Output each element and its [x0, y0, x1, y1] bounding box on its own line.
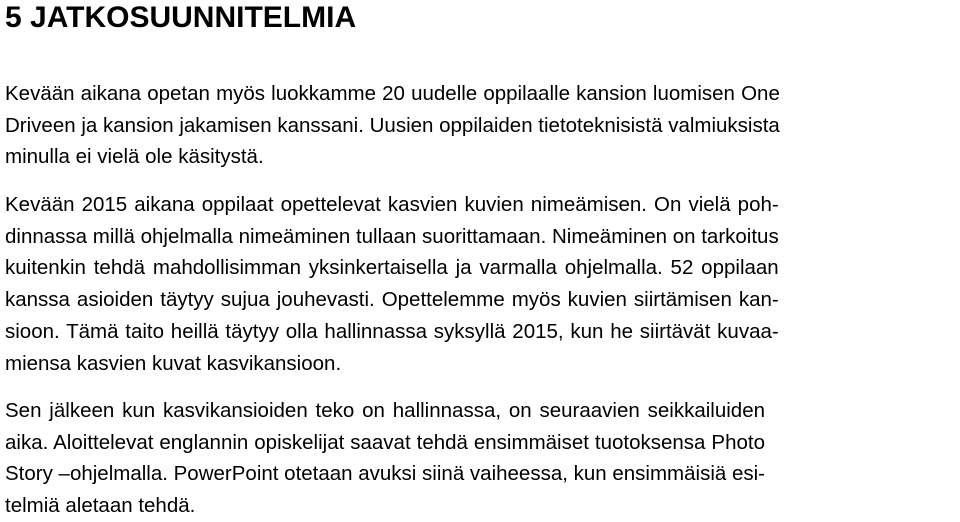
paragraph-1 — [5, 78, 780, 173]
text-line: aika. Aloittelevat englannin opiskelijat saavat tehdä ensimmäiset tuotoksensa Photo — [5, 430, 766, 454]
text-line: Sen jälkeen kun kasvikansioiden teko on hallinnassa, on seuraavien seikkailuiden — [5, 399, 766, 422]
text-line: kuitenkin tehdä mahdollisimman yksinkertaisella ja varmalla ohjelmalla. 52 oppilaan — [5, 256, 779, 280]
text-line: Kevään 2015 aikana oppilaat opettelevat kasvien kuvien nimeämisen. On vielä poh- — [5, 193, 779, 216]
text-line: sioon. Tämä taito heillä täytyy olla hallinnassa syksyllä 2015, kun he siirtävät kuvaa- — [5, 319, 779, 343]
text-line: minulla ei vielä ole käsitystä. — [5, 145, 264, 169]
paragraph-2 — [5, 189, 779, 379]
text-line: Story –ohjelmalla. PowerPoint otetaan avuksi siinä vaiheessa, kun ensimmäisiä esi- — [5, 462, 766, 486]
paragraph-3 — [5, 395, 765, 522]
text-line: telmiä aletaan tehdä. — [5, 494, 196, 518]
document-page — [5, 0, 955, 518]
text-line: Kevään aikana opetan myös luokkamme 20 uudelle oppilaalle kansion luomisen One — [5, 82, 780, 105]
section-heading: 5 JATKOSUUNNITELMIA — [5, 1, 357, 34]
text-line: dinnassa millä ohjelmalla nimeäminen tullaan suorittamaan. Nimeäminen on tarkoitus — [5, 224, 779, 248]
text-line: kanssa asioiden täytyy sujua jouhevasti. Opettelemme myös kuvien siirtämisen kan- — [5, 288, 779, 312]
text-line: Driveen ja kansion jakamisen kanssani. Uusien oppilaiden tietoteknisistä valmiuksista — [5, 113, 780, 137]
text-line: miensa kasvien kuvat kasvikansioon. — [5, 351, 342, 375]
